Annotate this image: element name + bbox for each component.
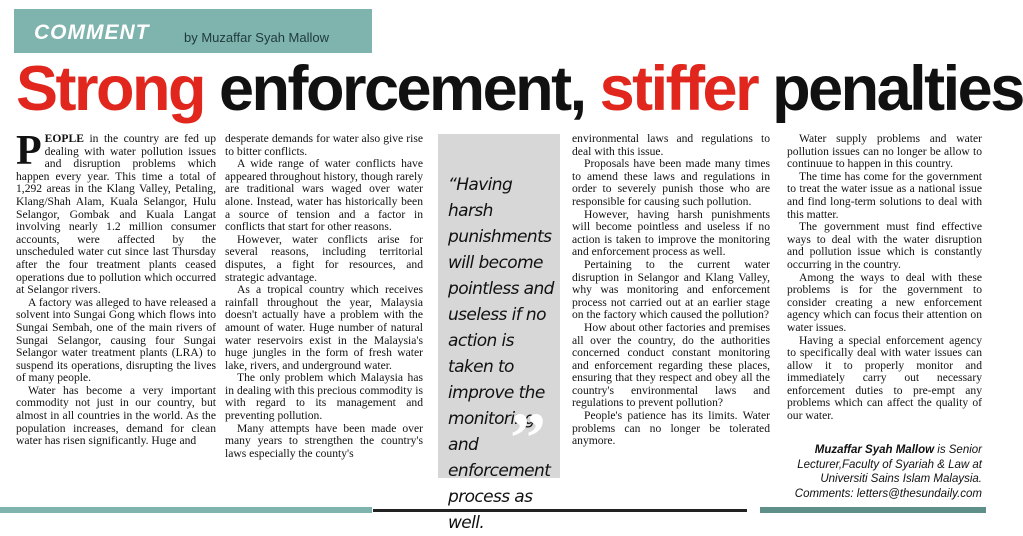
article-paragraph: A wide range of water conflicts have appeared throughout history, though rarely are traditional wars waged over water alone. Instead, water has historically been a source of tension and a factor in conflicts that start for other reasons. <box>225 157 423 234</box>
article-column-5 <box>787 133 982 423</box>
article-paragraph: environmental laws and regulations to deal with this issue. <box>572 132 770 158</box>
article-paragraph: However, having harsh punishments will become pointless and useless if no action is taken to improve the monitoring and enforcement process as well. <box>572 207 770 259</box>
article-column-1 <box>16 128 216 448</box>
bottom-rule-middle <box>373 509 747 512</box>
article-paragraph: A factory was alleged to have released a solvent into Sungai Gong which flows into Sungai Sembah, one of the main rivers of Sungai Selangor, causing four Sungai Selangor water treatment plants (LRA) to suspend its operations, disrupting the lives of many people. <box>16 295 216 385</box>
author-bio: Muzaffar Syah Mallow is Senior Lecturer,Faculty of Syariah & Law at Universiti Sains Islam Malaysia. Comments: letters@thesundaily.com <box>794 444 982 500</box>
comments-email: Comments: letters@thesundaily.com <box>794 487 982 500</box>
pull-quote-box <box>438 134 560 533</box>
article-paragraph: Water supply problems and water pollution issues can no longer be allow to continuue to happen in this country. <box>787 132 982 171</box>
article-paragraph: Having a special enforcement agency to specifically deal with water issues can allow it to properly monitor and immediately carry out necessary enforcement duties to pre-empt any problems which can affect the quality of our water. <box>787 333 982 423</box>
article-paragraph: People's patience has its limits. Water problems can no longer be tolerated anymore. <box>572 409 770 448</box>
article-paragraph: As a tropical country which receives rainfall throughout the year, Malaysia doesn't actually have a problem with the amount of water. Huge number of natural water reservoirs exist in the Malaysia's huge jungles in the form of fresh water lake, rivers, and underground water. <box>225 283 423 372</box>
kicker-label: COMMENT <box>34 21 150 44</box>
author-institution: Universiti Sains Islam Malaysia. <box>820 473 982 485</box>
article-paragraph: Proposals have been made many times to amend these laws and regulations in order to severely punish those who are responsible for causing such pollution. <box>572 157 770 208</box>
article-paragraph: The government must find effective ways to deal with the water disruption and pollution issue which is constantly occurring in the country. <box>787 220 982 271</box>
headline-word-enforcement: enforcement, <box>203 54 600 124</box>
article-paragraph: PEOPLE in the country are fed up dealing with water pollution issues and disruption problems which happen every year. This time a total of 1,292 areas in the Klang Valley, Petaling, Klang/Shah Alam, Kuala Selangor, Hulu Selangor, Gombak and Kuala Langat involving nearly 1.2 million consumer accounts, were affected by the unscheduled water cut since last Thursday after the four treatment plants ceased operations due to pollution which occurred at Selangor rivers. <box>16 128 216 297</box>
closing-quote-mark: ” <box>510 398 546 478</box>
article-paragraph: Pertaining to the current water disruption in Selangor and Klang Valley, why was monitoring and enforcement process not carried out at an earlier stage on the factory which caused the pollution? <box>572 257 770 322</box>
drop-cap: P <box>16 128 42 174</box>
lead-word: EOPLE <box>44 132 84 145</box>
headline <box>16 54 1023 124</box>
author-title: Lecturer,Faculty of Syariah & Law at <box>797 458 982 471</box>
article-paragraph: Water has become a very important commodity not just in our country, but almost in all countries in the world. As the population increases, demand for clean water has risen significantly. Huge and <box>16 383 216 448</box>
headline-word-strong: Strong <box>16 54 204 124</box>
headline-word-penalties: penalties <box>757 54 1023 124</box>
article-paragraph: Among the ways to deal with these problems is for the government to consider creating a new enforcement agency which can focus their attention on water issues. <box>787 270 982 334</box>
bottom-rule-left <box>0 507 372 513</box>
article-paragraph: desperate demands for water also give rise to bitter conflicts. <box>225 132 423 158</box>
article-paragraph: Many attempts have been made over many years to strengthen the country's laws especially the county's <box>225 421 423 460</box>
article-column-2 <box>225 133 423 460</box>
byline: by Muzaffar Syah Mallow <box>184 30 329 45</box>
bottom-rule-right <box>760 507 986 513</box>
author-name: Muzaffar Syah Mallow <box>814 444 935 456</box>
pull-quote-text: “Having harsh punishments will become pointless and useless if no action is taken to improve the monitoring and enforcement process as well. <box>448 175 554 533</box>
article-paragraph: The time has come for the government to treat the water issue as a national issue and find long-term solutions to deal with this matter. <box>787 169 982 221</box>
headline-word-stiffer: stiffer <box>599 54 758 124</box>
article-paragraph: The only problem which Malaysia has in dealing with this precious commodity is with regard to its management and preventing pollution. <box>225 371 423 423</box>
article-column-4 <box>572 133 770 448</box>
article-paragraph: However, water conflicts arise for several reasons, including territorial disputes, a fight for resources, and strategic advantage. <box>225 232 423 284</box>
comment-kicker <box>14 9 372 53</box>
article-paragraph: How about other factories and premises all over the country, do the authorities concerned conduct constant monitoring and enforcement regarding these places, ensuring that they respect and obey all the country's environmental laws and regulations to prevent pollution? <box>572 320 770 410</box>
